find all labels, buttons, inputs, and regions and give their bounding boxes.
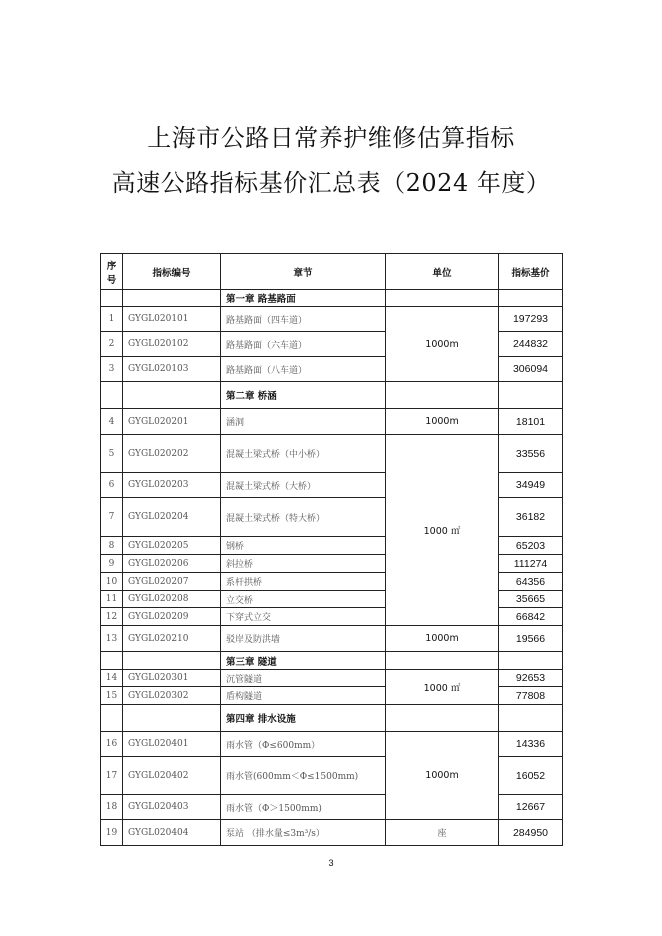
- code-cell: GYGL020204: [123, 498, 221, 537]
- price-cell: 14336: [499, 732, 563, 757]
- chapter-title: 第二章 桥涵: [221, 382, 386, 409]
- chapter-row: [101, 290, 563, 307]
- seq-cell: 8: [101, 537, 123, 555]
- code-cell: GYGL020301: [123, 670, 221, 687]
- unit-cell: [386, 652, 499, 670]
- seq-cell: 4: [101, 409, 123, 435]
- unit-cell: 1000m: [386, 732, 499, 820]
- table-row: [101, 626, 563, 652]
- seq-cell: 17: [101, 757, 123, 795]
- page-number: 3: [328, 858, 334, 868]
- name-cell: 混凝土梁式桥（大桥）: [221, 473, 386, 498]
- name-cell: 钢桥: [221, 537, 386, 555]
- name-cell: 立交桥: [221, 591, 386, 608]
- name-cell: 盾构隧道: [221, 687, 386, 705]
- table-row: [101, 409, 563, 435]
- code-cell: [123, 382, 221, 409]
- title-line-1: 上海市公路日常养护维修估算指标: [147, 124, 515, 152]
- code-cell: GYGL020302: [123, 687, 221, 705]
- code-cell: GYGL020210: [123, 626, 221, 652]
- price-cell: 197293: [499, 307, 563, 332]
- code-cell: [123, 290, 221, 307]
- name-cell: 雨水管(600mm＜Φ≤1500mm): [221, 757, 386, 795]
- table-row: [101, 307, 563, 332]
- header-price: 指标基价: [499, 254, 563, 290]
- price-cell: 65203: [499, 537, 563, 555]
- code-cell: GYGL020208: [123, 591, 221, 608]
- price-cell: 16052: [499, 757, 563, 795]
- seq-cell: 1: [101, 307, 123, 332]
- code-cell: GYGL020401: [123, 732, 221, 757]
- code-cell: [123, 705, 221, 732]
- code-cell: GYGL020103: [123, 357, 221, 382]
- seq-cell: 16: [101, 732, 123, 757]
- price-cell: 244832: [499, 332, 563, 357]
- table-row: [101, 820, 563, 846]
- code-cell: GYGL020206: [123, 555, 221, 573]
- code-cell: GYGL020404: [123, 820, 221, 846]
- code-cell: GYGL020102: [123, 332, 221, 357]
- seq-cell: 2: [101, 332, 123, 357]
- code-cell: GYGL020203: [123, 473, 221, 498]
- price-cell: 34949: [499, 473, 563, 498]
- chapter-title: 第三章 隧道: [221, 652, 386, 670]
- name-cell: 沉管隧道: [221, 670, 386, 687]
- price-cell: 66842: [499, 608, 563, 626]
- code-cell: GYGL020101: [123, 307, 221, 332]
- table-header-row: [101, 254, 563, 290]
- seq-cell: 10: [101, 573, 123, 591]
- seq-cell: 13: [101, 626, 123, 652]
- table-row: [101, 670, 563, 687]
- name-cell: 混凝土梁式桥（中小桥）: [221, 435, 386, 473]
- header-section: 章节: [221, 254, 386, 290]
- table-row: [101, 732, 563, 757]
- chapter-row: [101, 652, 563, 670]
- code-cell: GYGL020202: [123, 435, 221, 473]
- name-cell: 雨水管（Φ＞1500mm): [221, 795, 386, 820]
- name-cell: 雨水管（Φ≤600mm）: [221, 732, 386, 757]
- unit-cell: [386, 290, 499, 307]
- name-cell: 混凝土梁式桥（特大桥）: [221, 498, 386, 537]
- price-cell: 111274: [499, 555, 563, 573]
- title-line-2: 高速公路指标基价汇总表（2024 年度）: [111, 169, 551, 197]
- name-cell: 涵洞: [221, 409, 386, 435]
- chapter-row: [101, 705, 563, 732]
- name-cell: 路基路面（四车道）: [221, 307, 386, 332]
- code-cell: GYGL020207: [123, 573, 221, 591]
- code-cell: [123, 652, 221, 670]
- chapter-row: [101, 382, 563, 409]
- code-cell: GYGL020402: [123, 757, 221, 795]
- name-cell: 斜拉桥: [221, 555, 386, 573]
- seq-cell: 14: [101, 670, 123, 687]
- unit-cell: 1000 ㎡: [386, 670, 499, 705]
- price-cell: [499, 290, 563, 307]
- code-cell: GYGL020209: [123, 608, 221, 626]
- price-cell: 19566: [499, 626, 563, 652]
- chapter-title: 第一章 路基路面: [221, 290, 386, 307]
- unit-cell: 1000m: [386, 626, 499, 652]
- price-cell: 36182: [499, 498, 563, 537]
- seq-cell: 15: [101, 687, 123, 705]
- unit-cell: [386, 705, 499, 732]
- unit-cell: 1000m: [386, 409, 499, 435]
- name-cell: 系杆拱桥: [221, 573, 386, 591]
- seq-cell: 9: [101, 555, 123, 573]
- table-row: [101, 435, 563, 473]
- name-cell: 下穿式立交: [221, 608, 386, 626]
- seq-cell: 18: [101, 795, 123, 820]
- price-cell: 33556: [499, 435, 563, 473]
- price-cell: 92653: [499, 670, 563, 687]
- header-code: 指标编号: [123, 254, 221, 290]
- code-cell: GYGL020201: [123, 409, 221, 435]
- price-cell: 77808: [499, 687, 563, 705]
- price-cell: 12667: [499, 795, 563, 820]
- name-cell: 泵站 （排水量≤3m³/s）: [221, 820, 386, 846]
- seq-cell: 7: [101, 498, 123, 537]
- seq-cell: 11: [101, 591, 123, 608]
- unit-cell: [386, 382, 499, 409]
- seq-cell: 19: [101, 820, 123, 846]
- name-cell: 路基路面（六车道）: [221, 332, 386, 357]
- seq-cell: 3: [101, 357, 123, 382]
- seq-cell: [101, 382, 123, 409]
- seq-cell: [101, 652, 123, 670]
- name-cell: 驳岸及防洪墙: [221, 626, 386, 652]
- header-unit: 单位: [386, 254, 499, 290]
- price-summary-table: [100, 253, 563, 846]
- code-cell: GYGL020205: [123, 537, 221, 555]
- code-cell: GYGL020403: [123, 795, 221, 820]
- unit-cell: 1000m: [386, 307, 499, 382]
- price-cell: 18101: [499, 409, 563, 435]
- price-cell: [499, 382, 563, 409]
- seq-cell: 6: [101, 473, 123, 498]
- price-cell: 64356: [499, 573, 563, 591]
- price-cell: [499, 652, 563, 670]
- seq-cell: 5: [101, 435, 123, 473]
- price-cell: [499, 705, 563, 732]
- price-cell: 306094: [499, 357, 563, 382]
- seq-cell: [101, 705, 123, 732]
- seq-cell: 12: [101, 608, 123, 626]
- price-cell: 35665: [499, 591, 563, 608]
- unit-cell: 座: [386, 820, 499, 846]
- price-cell: 284950: [499, 820, 563, 846]
- unit-cell: 1000 ㎡: [386, 435, 499, 626]
- header-seq: 序号: [101, 254, 123, 290]
- name-cell: 路基路面（八车道）: [221, 357, 386, 382]
- chapter-title: 第四章 排水设施: [221, 705, 386, 732]
- seq-cell: [101, 290, 123, 307]
